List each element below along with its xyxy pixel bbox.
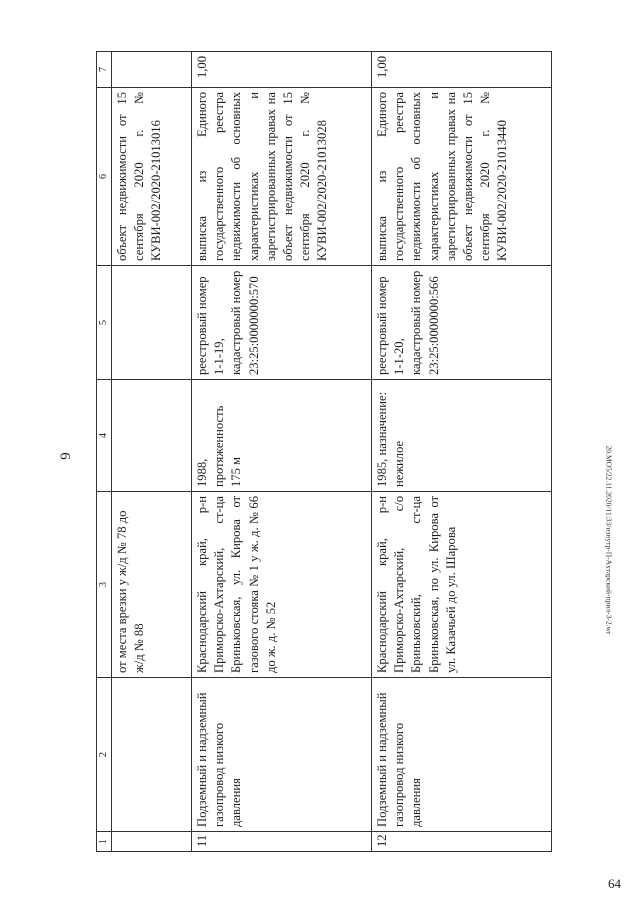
value-cell (112, 52, 192, 88)
address-cell: от места врезки у ж/д № 78 до ж/д № 88 (112, 492, 192, 678)
num-cell: 12 (372, 832, 552, 852)
column-number: 6 (97, 88, 112, 266)
table-row (372, 52, 552, 852)
name-cell (112, 678, 192, 832)
side-note: 20.МО5/22.11.2020/11:33/изнутр-П-Ахтарский-прил-3-2.wr (604, 445, 614, 635)
column-number: 5 (97, 266, 112, 380)
name-cell: Подземный и надземный газопровод низкого давления (372, 678, 552, 832)
column-number: 3 (97, 492, 112, 678)
characteristics-cell: 1988, протяженность 175 м (192, 380, 372, 492)
registry-cell (112, 266, 192, 380)
page-number-bottom: 64 (608, 876, 621, 891)
column-numbers-row (97, 52, 112, 852)
address-cell: Краснодарский край, р-н Приморско-Ахтарский, с/о Бриньковский, ст-ца Бриньковская, по ул. Кирова от ул. Казачьей до ул. Шарова (372, 492, 552, 678)
document-cell: выписка из Единого государственного реестра недвижимости об основных характеристиках и зарегистрированных правах на объект недвижимости от 15 сентября 2020 г. № КУВИ-002/2020-21013440 (372, 88, 552, 266)
num-cell: 11 (192, 832, 372, 852)
document-cell: объект недвижимости от 15 сентября 2020 г. № КУВИ-002/2020-21013016 (112, 88, 192, 266)
characteristics-cell (112, 380, 192, 492)
characteristics-cell: 1985, назначение: нежилое (372, 380, 552, 492)
registry-table (96, 51, 552, 852)
value-cell: 1,00 (372, 52, 552, 88)
name-cell: Подземный и надземный газопровод низкого давления (192, 678, 372, 832)
num-cell (112, 832, 192, 852)
column-number: 4 (97, 380, 112, 492)
column-number: 1 (97, 832, 112, 852)
value-cell: 1,00 (192, 52, 372, 88)
table-row (192, 52, 372, 852)
document-cell: выписка из Единого государственного реестра недвижимости об основных характеристиках и зарегистрированных правах на объект недвижимости от 15 сентября 2020 г. № КУВИ-002/2020-21013028 (192, 88, 372, 266)
registry-cell: реестровый номер 1-1-19, кадастровый номер 23:25:0000000:570 (192, 266, 372, 380)
registry-table-wrapper (96, 52, 620, 852)
continuation-row (112, 52, 192, 852)
column-number: 2 (97, 678, 112, 832)
address-cell: Краснодарский край, р-н Приморско-Ахтарский, ст-ца Бриньковская, ул. Кирова от газового стояка № 1 у ж. д. № 66 до ж. д. № 52 (192, 492, 372, 678)
page-number-top: 6 (56, 452, 73, 460)
column-number: 7 (97, 52, 112, 88)
registry-cell: реестровый номер 1-1-20, кадастровый номер 23:25:0000000:566 (372, 266, 552, 380)
